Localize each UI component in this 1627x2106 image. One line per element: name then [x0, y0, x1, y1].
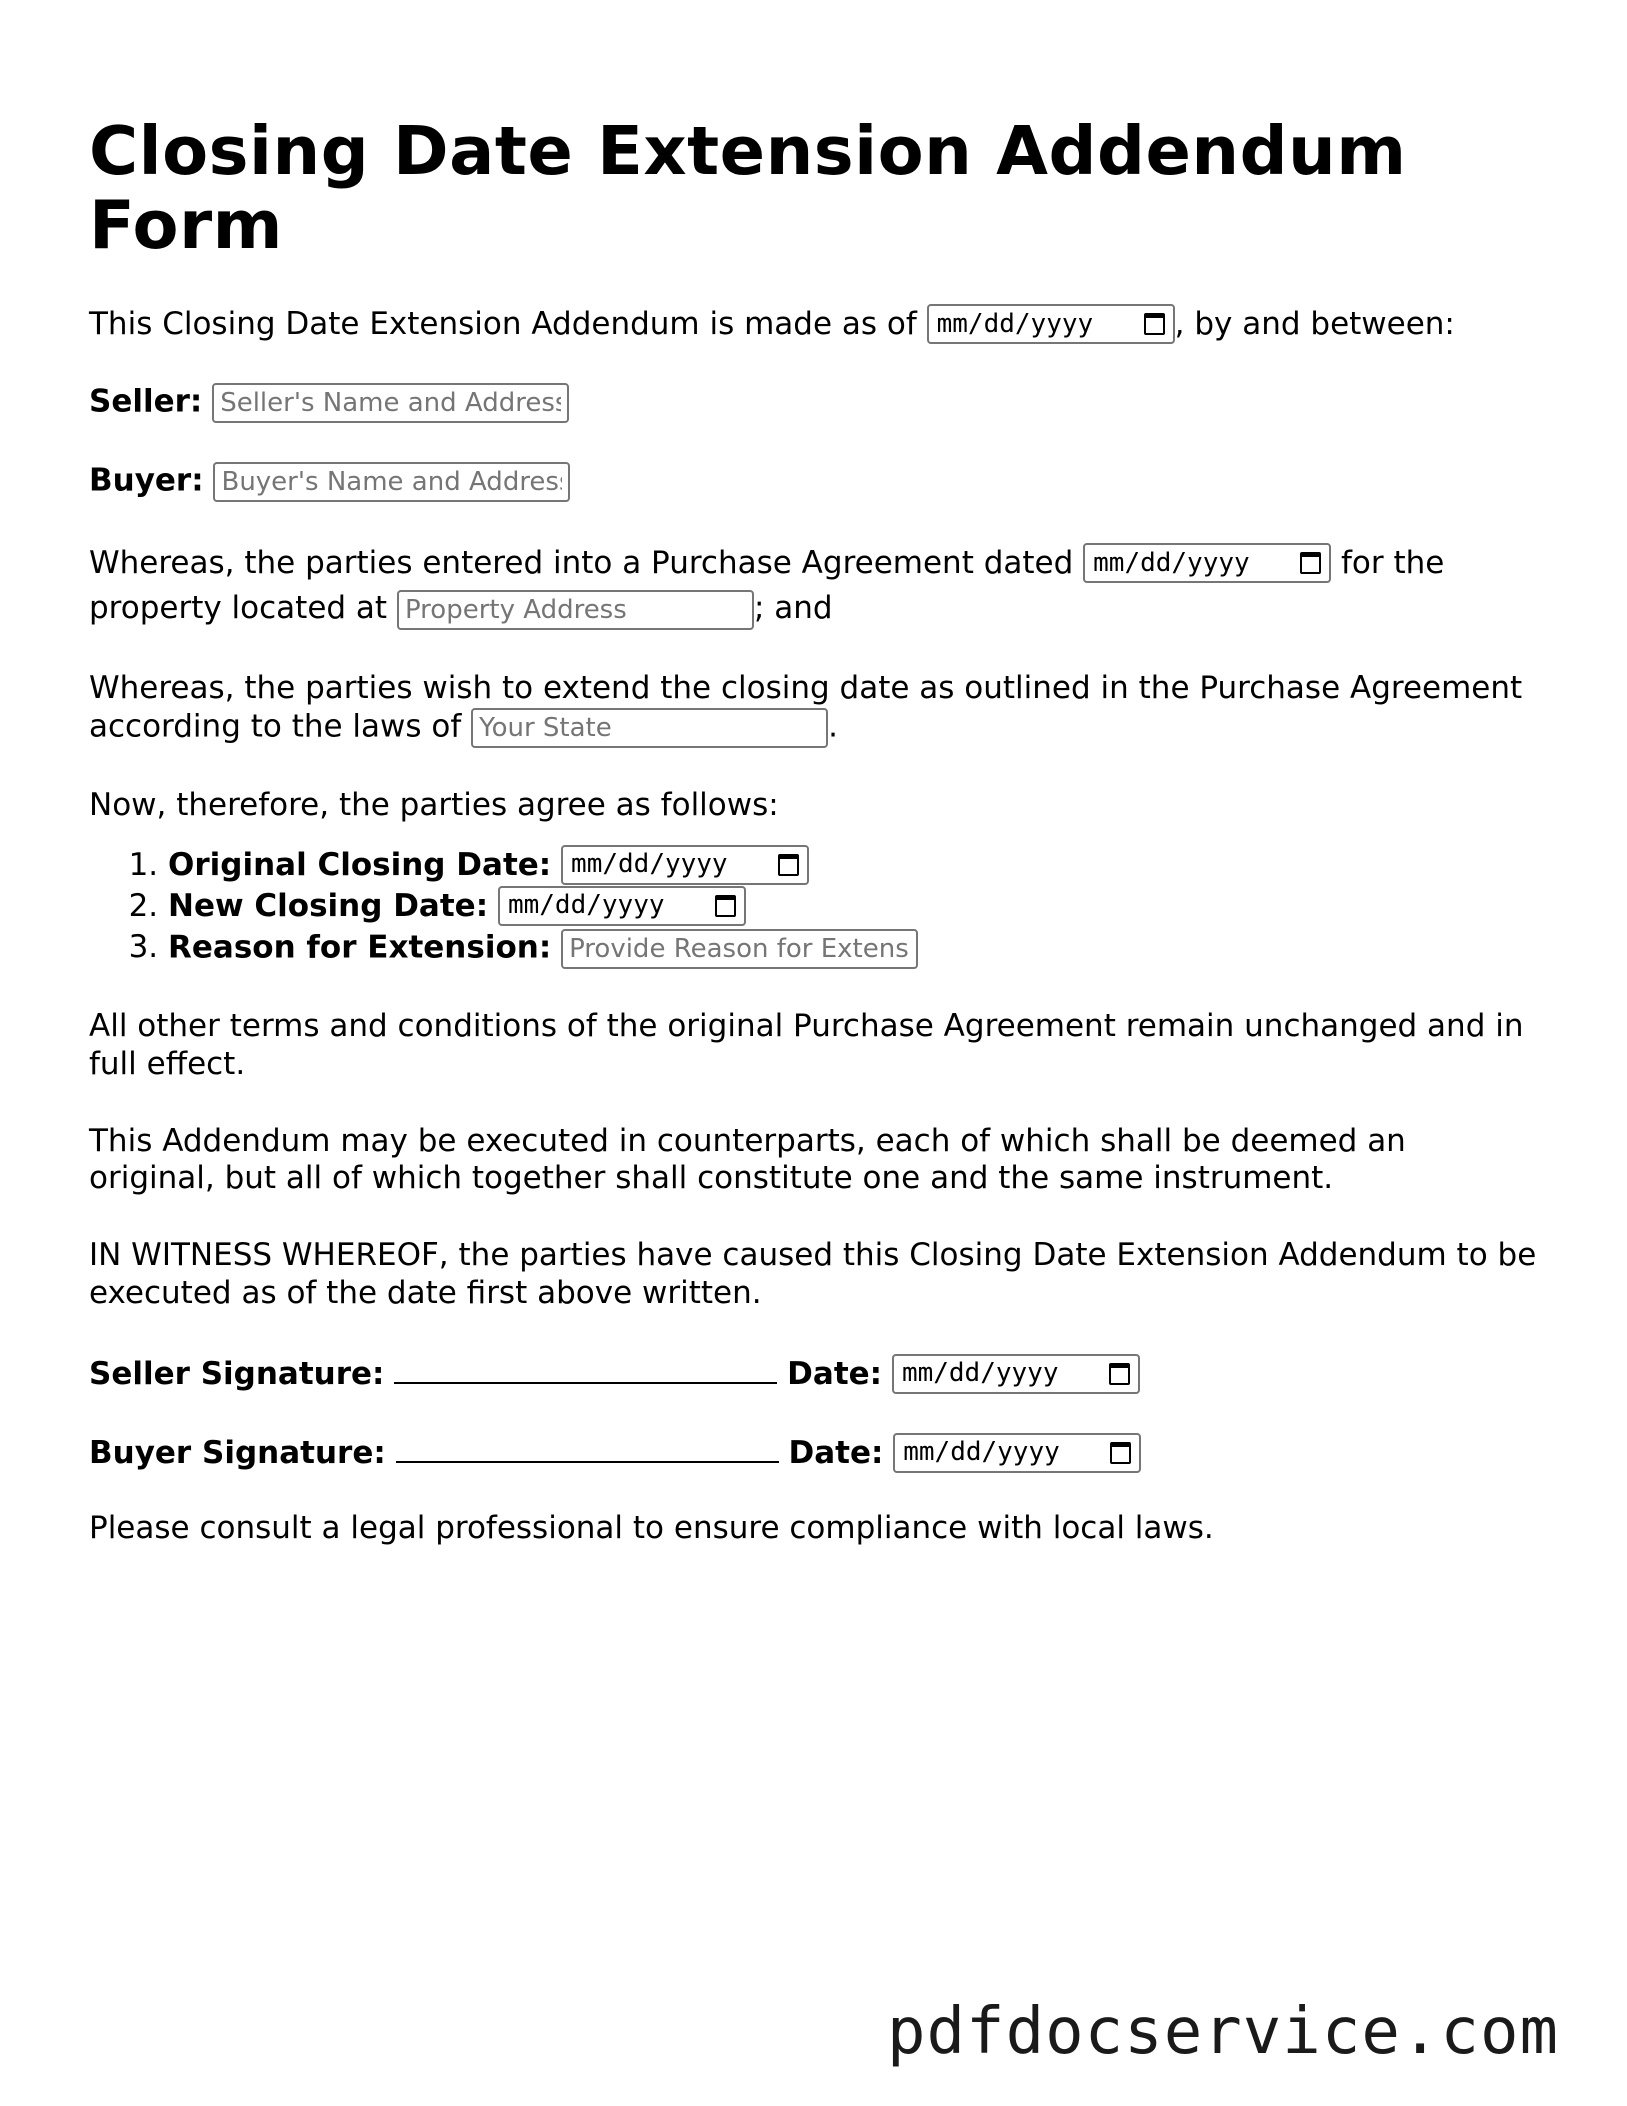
list-item: [168, 888, 1539, 926]
date-placeholder: mm/dd/yyyy: [507, 890, 665, 921]
buyer-label: Buyer:: [89, 462, 204, 499]
intro-paragraph: [89, 306, 1539, 344]
buyer-signature-line[interactable]: [396, 1431, 779, 1463]
watermark: pdfdocservice.com: [886, 1995, 1559, 2069]
date-placeholder: mm/dd/yyyy: [903, 1436, 1060, 1467]
calendar-icon[interactable]: [1144, 313, 1165, 335]
buyer-signature-date-input[interactable]: [893, 1433, 1141, 1473]
date-placeholder: mm/dd/yyyy: [1093, 547, 1250, 578]
calendar-icon[interactable]: [1300, 552, 1321, 574]
purchase-agreement-date-input[interactable]: [1083, 543, 1331, 583]
reason-for-extension-label: Reason for Extension:: [168, 929, 552, 966]
seller-date-label: Date:: [787, 1355, 883, 1392]
seller-label: Seller:: [89, 383, 203, 420]
seller-row: [89, 383, 1539, 423]
date-placeholder: mm/dd/yyyy: [901, 1357, 1059, 1388]
terms-list: [89, 847, 1539, 969]
seller-signature-label: Seller Signature:: [89, 1355, 385, 1392]
new-closing-date-label: New Closing Date:: [168, 887, 489, 924]
seller-name-input[interactable]: [212, 383, 569, 423]
witness-paragraph: IN WITNESS WHEREOF, the parties have caused this Closing Date Extension Addendum to be executed as of the date first above written.: [89, 1237, 1537, 1311]
seller-signature-line[interactable]: [394, 1352, 777, 1384]
whereas2-text-before: Whereas, the parties wish to extend the closing date as outlined in the Purchase Agreement according to the laws of: [89, 670, 1523, 745]
seller-signature-row: [89, 1352, 1539, 1394]
calendar-icon[interactable]: [715, 895, 736, 917]
calendar-icon[interactable]: [1109, 1363, 1130, 1385]
date-placeholder: mm/dd/yyyy: [571, 849, 728, 880]
new-closing-date-input[interactable]: [498, 886, 746, 926]
buyer-date-label: Date:: [788, 1434, 884, 1471]
agreement-date-input[interactable]: [927, 304, 1175, 344]
state-input[interactable]: [471, 708, 828, 748]
counterparts-paragraph: This Addendum may be executed in counterparts, each of which shall be deemed an original, but all of which together shall constitute one and the same instrument.: [89, 1122, 1406, 1197]
buyer-name-input[interactable]: [213, 462, 570, 502]
whereas1-text-after: ; and: [753, 590, 833, 627]
date-placeholder: mm/dd/yyyy: [936, 308, 1094, 339]
agree-paragraph: Now, therefore, the parties agree as follows:: [89, 787, 779, 824]
reason-for-extension-input[interactable]: [561, 929, 918, 969]
whereas1-text-before: Whereas, the parties entered into a Purchase Agreement dated: [89, 545, 1084, 582]
buyer-signature-row: [89, 1431, 1539, 1473]
whereas-extend-paragraph: [89, 670, 1539, 748]
whereas1-text-middle: for the property located at: [89, 545, 1445, 627]
list-item: [168, 847, 1539, 885]
intro-text-after: , by and between:: [1174, 306, 1455, 343]
page-title: Closing Date Extension Addendum Form: [89, 112, 1407, 264]
whereas2-text-after: .: [828, 708, 838, 745]
seller-signature-date-input[interactable]: [892, 1354, 1140, 1394]
unchanged-terms-paragraph: All other terms and conditions of the original Purchase Agreement remain unchanged and in full effect.: [89, 1007, 1524, 1082]
buyer-row: [89, 462, 1539, 502]
whereas-purchase-paragraph: [89, 541, 1539, 631]
document-page: [89, 112, 1539, 1587]
original-closing-date-input[interactable]: [561, 845, 809, 885]
footer-note: Please consult a legal professional to ensure compliance with local laws.: [89, 1509, 1214, 1546]
original-closing-date-label: Original Closing Date:: [168, 846, 552, 883]
list-item: [168, 929, 1539, 969]
buyer-signature-label: Buyer Signature:: [89, 1434, 386, 1471]
calendar-icon[interactable]: [778, 854, 799, 876]
intro-text-before: This Closing Date Extension Addendum is made as of: [89, 306, 927, 343]
property-address-input[interactable]: [397, 590, 754, 630]
calendar-icon[interactable]: [1110, 1442, 1131, 1464]
